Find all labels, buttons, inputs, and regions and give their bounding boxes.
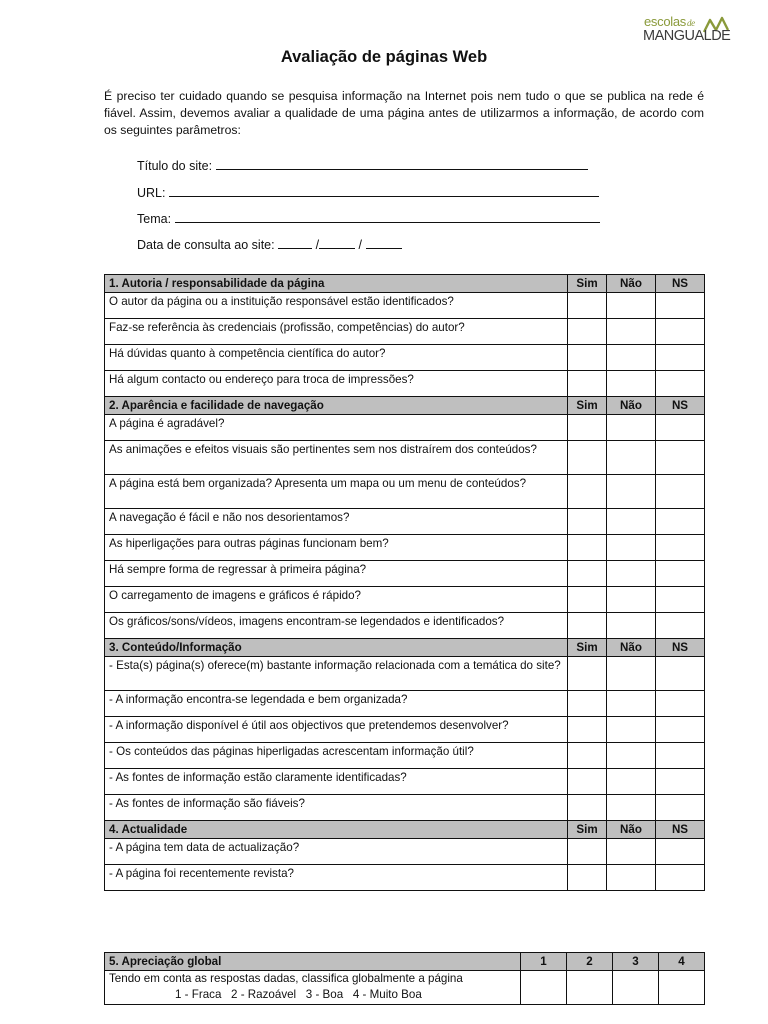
question-text: - A informação encontra-se legendada e bem organizada? xyxy=(105,691,568,717)
page-title: Avaliação de páginas Web xyxy=(280,48,488,66)
ns-answer-box[interactable] xyxy=(656,535,705,561)
ns-answer-box[interactable] xyxy=(656,509,705,535)
global-appreciation-table xyxy=(104,952,705,1005)
date-year-line[interactable] xyxy=(366,237,402,249)
global-col-4: 4 xyxy=(659,953,705,971)
section-header-row xyxy=(105,275,705,293)
sim-answer-box[interactable] xyxy=(568,795,607,821)
sim-header: Sim xyxy=(568,639,607,657)
sim-answer-box[interactable] xyxy=(568,371,607,397)
question-text: A navegação é fácil e não nos desorientamos? xyxy=(105,509,568,535)
nao-answer-box[interactable] xyxy=(607,293,656,319)
intro-paragraph: É preciso ter cuidado quando se pesquisa informação na Internet pois nem tudo o que se publica na rede é fiável. Assim, devemos avaliar a qualidade de uma página antes de utilizarmos a informação, de acordo com os seguintes parâmetros: xyxy=(104,89,704,137)
ns-answer-box[interactable] xyxy=(656,795,705,821)
section-header-row xyxy=(105,821,705,839)
question-text: As hiperligações para outras páginas funcionam bem? xyxy=(105,535,568,561)
sim-answer-box[interactable] xyxy=(568,691,607,717)
nao-answer-box[interactable] xyxy=(607,717,656,743)
question-text: O carregamento de imagens e gráficos é rápido? xyxy=(105,587,568,613)
global-title: 5. Apreciação global xyxy=(105,953,521,971)
section-header-row xyxy=(105,397,705,415)
ns-header: NS xyxy=(656,639,705,657)
global-line1: Tendo em conta as respostas dadas, classifica globalmente a página xyxy=(109,972,463,985)
ns-answer-box[interactable] xyxy=(656,691,705,717)
question-row xyxy=(105,613,705,639)
ns-answer-box[interactable] xyxy=(656,865,705,891)
global-header-row xyxy=(105,953,705,971)
sim-answer-box[interactable] xyxy=(568,743,607,769)
date-day-line[interactable] xyxy=(278,237,312,249)
question-row xyxy=(105,657,705,691)
sim-answer-box[interactable] xyxy=(568,319,607,345)
ns-answer-box[interactable] xyxy=(656,319,705,345)
global-col-1: 1 xyxy=(521,953,567,971)
ns-answer-box[interactable] xyxy=(656,717,705,743)
question-row xyxy=(105,319,705,345)
question-row xyxy=(105,587,705,613)
section-title: 3. Conteúdo/Informação xyxy=(105,639,568,657)
school-logo xyxy=(641,14,741,48)
nao-answer-box[interactable] xyxy=(607,743,656,769)
nao-answer-box[interactable] xyxy=(607,795,656,821)
tema-label: Tema: xyxy=(137,212,172,226)
sim-answer-box[interactable] xyxy=(568,441,607,475)
url-input-line[interactable] xyxy=(169,185,599,197)
global-col-3: 3 xyxy=(613,953,659,971)
sim-answer-box[interactable] xyxy=(568,769,607,795)
question-row xyxy=(105,475,705,509)
sim-answer-box[interactable] xyxy=(568,839,607,865)
ns-answer-box[interactable] xyxy=(656,769,705,795)
tema-field xyxy=(137,211,600,226)
rating-box-2[interactable] xyxy=(567,971,613,1005)
nao-answer-box[interactable] xyxy=(607,371,656,397)
nao-answer-box[interactable] xyxy=(607,345,656,371)
section-title: 4. Actualidade xyxy=(105,821,568,839)
question-row xyxy=(105,415,705,441)
section-title: 1. Autoria / responsabilidade da página xyxy=(105,275,568,293)
question-text: O autor da página ou a instituição responsável estão identificados? xyxy=(105,293,568,319)
logo-line1: escolasde xyxy=(644,14,695,29)
site-title-input-line[interactable] xyxy=(216,158,588,170)
sim-header: Sim xyxy=(568,275,607,293)
nao-answer-box[interactable] xyxy=(607,415,656,441)
question-text: Faz-se referência às credenciais (profissão, competências) do autor? xyxy=(105,319,568,345)
sim-answer-box[interactable] xyxy=(568,345,607,371)
question-row xyxy=(105,441,705,475)
sim-header: Sim xyxy=(568,397,607,415)
ns-answer-box[interactable] xyxy=(656,743,705,769)
ns-answer-box[interactable] xyxy=(656,561,705,587)
nao-answer-box[interactable] xyxy=(607,475,656,509)
question-text: Os gráficos/sons/vídeos, imagens encontram-se legendados e identificados? xyxy=(105,613,568,639)
site-title-field xyxy=(137,158,588,173)
question-row xyxy=(105,561,705,587)
evaluation-table xyxy=(104,274,705,891)
question-text: - A página foi recentemente revista? xyxy=(105,865,568,891)
rating-box-3[interactable] xyxy=(613,971,659,1005)
sim-answer-box[interactable] xyxy=(568,509,607,535)
question-text: - As fontes de informação estão claramente identificadas? xyxy=(105,769,568,795)
question-text: - As fontes de informação são fiáveis? xyxy=(105,795,568,821)
sim-answer-box[interactable] xyxy=(568,415,607,441)
question-row xyxy=(105,717,705,743)
nao-answer-box[interactable] xyxy=(607,839,656,865)
tema-input-line[interactable] xyxy=(175,211,600,223)
sim-answer-box[interactable] xyxy=(568,561,607,587)
rating-box-1[interactable] xyxy=(521,971,567,1005)
date-sep: / xyxy=(358,238,363,252)
section-header-row xyxy=(105,639,705,657)
date-sep: / xyxy=(315,238,320,252)
nao-answer-box[interactable] xyxy=(607,561,656,587)
nao-header: Não xyxy=(607,275,656,293)
question-row xyxy=(105,795,705,821)
question-text: - A página tem data de actualização? xyxy=(105,839,568,865)
url-label: URL: xyxy=(137,186,166,200)
question-row xyxy=(105,535,705,561)
ns-answer-box[interactable] xyxy=(656,839,705,865)
question-row xyxy=(105,371,705,397)
question-text: - Os conteúdos das páginas hiperligadas acrescentam informação útil? xyxy=(105,743,568,769)
nao-header: Não xyxy=(607,821,656,839)
global-scale: 1 - Fraca 2 - Razoável 3 - Boa 4 - Muito Boa xyxy=(175,988,422,1001)
sim-header: Sim xyxy=(568,821,607,839)
nao-answer-box[interactable] xyxy=(607,587,656,613)
logo-line2: MANGUALDE xyxy=(643,28,731,44)
date-label: Data de consulta ao site: xyxy=(137,238,275,252)
ns-header: NS xyxy=(656,275,705,293)
nao-answer-box[interactable] xyxy=(607,865,656,891)
question-text: - A informação disponível é útil aos objectivos que pretendemos desenvolver? xyxy=(105,717,568,743)
date-field xyxy=(137,237,402,252)
question-row xyxy=(105,345,705,371)
sim-answer-box[interactable] xyxy=(568,613,607,639)
sim-answer-box[interactable] xyxy=(568,587,607,613)
question-text: Há dúvidas quanto à competência científica do autor? xyxy=(105,345,568,371)
nao-header: Não xyxy=(607,639,656,657)
sim-answer-box[interactable] xyxy=(568,865,607,891)
ns-answer-box[interactable] xyxy=(656,441,705,475)
nao-answer-box[interactable] xyxy=(607,657,656,691)
question-row xyxy=(105,743,705,769)
nao-answer-box[interactable] xyxy=(607,509,656,535)
question-row xyxy=(105,865,705,891)
nao-answer-box[interactable] xyxy=(607,441,656,475)
section-title: 2. Aparência e facilidade de navegação xyxy=(105,397,568,415)
question-row xyxy=(105,691,705,717)
question-row xyxy=(105,839,705,865)
nao-answer-box[interactable] xyxy=(607,613,656,639)
global-col-2: 2 xyxy=(567,953,613,971)
global-instructions xyxy=(105,971,521,1005)
question-text: A página está bem organizada? Apresenta um mapa ou um menu de conteúdos? xyxy=(105,475,568,509)
site-title-label: Título do site: xyxy=(137,159,213,173)
sim-answer-box[interactable] xyxy=(568,293,607,319)
nao-header: Não xyxy=(607,397,656,415)
question-text: As animações e efeitos visuais são pertinentes sem nos distraírem dos conteúdos? xyxy=(105,441,568,475)
ns-answer-box[interactable] xyxy=(656,293,705,319)
nao-answer-box[interactable] xyxy=(607,319,656,345)
ns-answer-box[interactable] xyxy=(656,345,705,371)
question-row xyxy=(105,769,705,795)
nao-answer-box[interactable] xyxy=(607,535,656,561)
question-row xyxy=(105,509,705,535)
question-text: Há sempre forma de regressar à primeira página? xyxy=(105,561,568,587)
date-month-line[interactable] xyxy=(319,237,355,249)
global-rating-row xyxy=(105,971,705,1005)
sim-answer-box[interactable] xyxy=(568,657,607,691)
ns-answer-box[interactable] xyxy=(656,415,705,441)
ns-header: NS xyxy=(656,821,705,839)
sim-answer-box[interactable] xyxy=(568,717,607,743)
nao-answer-box[interactable] xyxy=(607,691,656,717)
rating-box-4[interactable] xyxy=(659,971,705,1005)
ns-header: NS xyxy=(656,397,705,415)
url-field xyxy=(137,185,599,200)
question-text: A página é agradável? xyxy=(105,415,568,441)
sim-answer-box[interactable] xyxy=(568,535,607,561)
ns-answer-box[interactable] xyxy=(656,475,705,509)
question-row xyxy=(105,293,705,319)
question-text: Há algum contacto ou endereço para troca de impressões? xyxy=(105,371,568,397)
question-text: - Esta(s) página(s) oferece(m) bastante informação relacionada com a temática do site? xyxy=(105,657,568,691)
ns-answer-box[interactable] xyxy=(656,371,705,397)
sim-answer-box[interactable] xyxy=(568,475,607,509)
nao-answer-box[interactable] xyxy=(607,769,656,795)
ns-answer-box[interactable] xyxy=(656,587,705,613)
ns-answer-box[interactable] xyxy=(656,613,705,639)
ns-answer-box[interactable] xyxy=(656,657,705,691)
